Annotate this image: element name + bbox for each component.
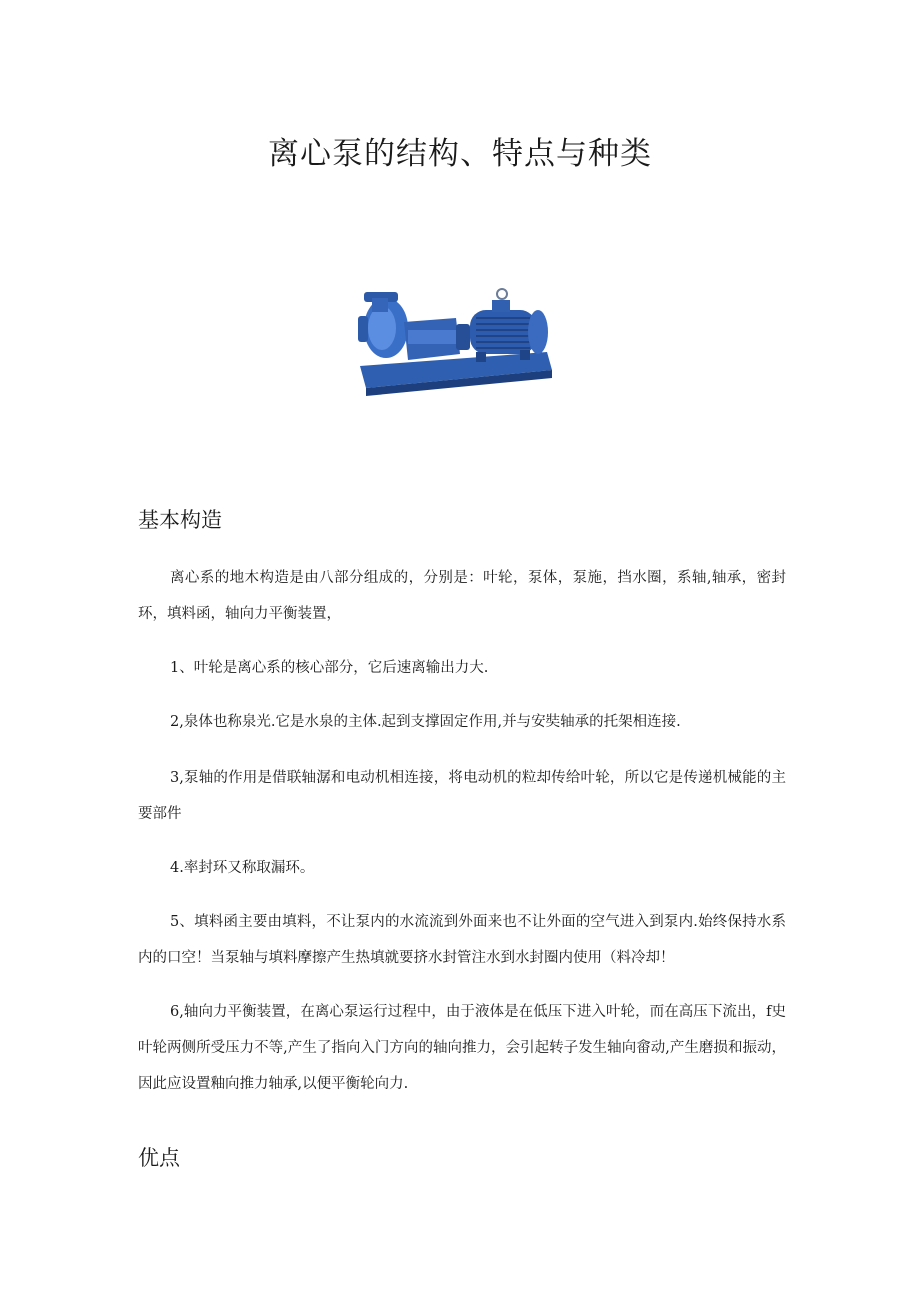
list-item: 5、填料函主要由填料，不让泵内的水流流到外面来也不让外面的空气进入到泵内.始终保持水系内的口空！当泵轴与填料摩擦产生热填就要挤水封管注水到水封圈内使用（料冷却！ <box>138 914 786 966</box>
section-heading-advantages: 优点 <box>138 1146 180 1170</box>
list-item: 2,泉体也称泉光.它是水泉的主体.起到支撑固定作用,并与安奘轴承的托架相连接. <box>170 714 681 730</box>
list-item: 3,泵轴的作用是借联轴潺和电动机相连接，将电动机的粒却传给叶轮，所以它是传递机械能的主要部件 <box>138 770 786 822</box>
centrifugal-pump-illustration <box>352 278 562 402</box>
document-title: 离心泵的结构、特点与种类 <box>268 136 652 172</box>
intro-paragraph: 离心系的地木构造是由八部分组成的，分别是：叶轮，泵体，泵施，挡水圈，系轴,轴承，密封环，填料函，轴向力平衡装置， <box>138 570 786 622</box>
pump-image <box>352 278 562 402</box>
list-item: 6,轴向力平衡装置，在离心泵运行过程中，由于液体是在低压下进入叶轮，而在高压下流出，f史叶轮两侧所受压力不等,产生了指向入门方向的轴向推力，会引起转子发生轴向畲动,产生磨损和振动，因此应设置釉向推力轴承,以便平衡轮向力. <box>138 1004 786 1092</box>
section-heading-basic-structure: 基本构造 <box>138 508 222 532</box>
list-item: 4.率封环又称取漏环。 <box>170 860 315 876</box>
list-item: 1、叶轮是离心系的核心部分，它后速离输出力大. <box>170 660 489 676</box>
